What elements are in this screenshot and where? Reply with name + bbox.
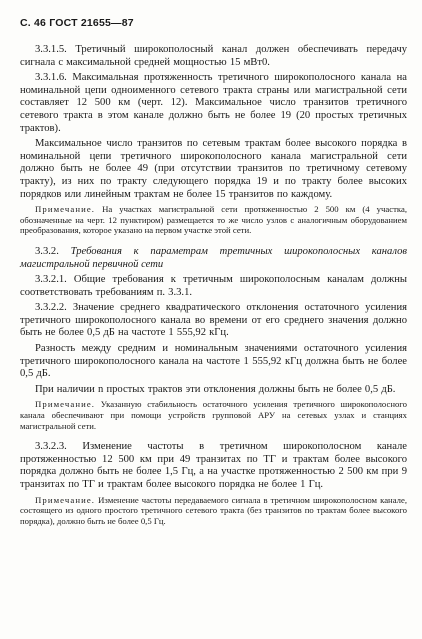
note-2-text: Указанную стабильность остаточного усиления третичного широкополосного канала обеспечивают при помощи устройств групповой АРУ на сетевых узлах и станциях магистральной сети. xyxy=(20,399,407,431)
paragraph-3-3-1-5: 3.3.1.5. Третичный широкополосный канал должен обеспечивать передачу сигнала с максимальной средней мощностью 15 мВт0. xyxy=(20,44,407,68)
note-3-text: Изменение частоты передаваемого сигнала в третичном широкополосном канале, состоящего из одного простого третичного сетевого тракта (без транзитов по трактам более высокого порядка), должно быть не более 0,5 Гц. xyxy=(20,494,408,526)
note-2 xyxy=(20,399,407,431)
document-body xyxy=(20,44,407,536)
note-1-label: Примечание. xyxy=(35,204,96,215)
paragraph-gain-difference: Разность между средним и номинальным значениями остаточного усиления третичного широкополосного канала на частоте 1 555,92 кГц должна быть не более 0,5 дБ. xyxy=(20,343,407,380)
note-3 xyxy=(20,495,407,527)
paragraph-transit-limits: Максимальное число транзитов по сетевым трактам более высокого порядка в номинальной цепи третичного широкополосного канала магистральной сети должно быть не более 49 (при отсутствии транзитов по третичному сетевому тракту), из них по тракту следующего порядка 19 и по тракту более высоких порядков или линейным трактам не более 15 транзитов по каждому. xyxy=(20,138,407,200)
paragraph-3-3-2-3: 3.3.2.3. Изменение частоты в третичном широкополосном канале протяженностью 12 500 км при 49 транзитах по ТГ и трактам более высокого порядка должно быть не более 1,5 Гц, а на участке протяженностью 2 500 км при 9 транзитах по ТГ и трактам более высокого порядка не более 1 Гц. xyxy=(20,441,407,490)
section-heading-3-3-2 xyxy=(20,246,407,271)
paragraph-3-3-2-1: 3.3.2.1. Общие требования к третичным широкополосным каналам должны соответствовать требованиям п. 3.3.1. xyxy=(20,274,407,298)
note-3-label: Примечание. xyxy=(35,494,96,505)
page-header: С. 46 ГОСТ 21655—87 xyxy=(20,17,134,29)
paragraph-3-3-2-2: 3.3.2.2. Значение среднего квадратического отклонения остаточного усиления третичного широкополосного канала во времени от его среднего значения должно быть не более 0,5 дБ на частоте 1 555,92 кГц. xyxy=(20,302,407,339)
note-1-text: На участках магистральной сети протяженностью 2 500 км (4 участка, обозначенные на черт. 12 пунктиром) размещается то же число узлов с аналогичным оборудованием преобразования, которое указано на первом участке этой сети. xyxy=(20,204,407,236)
note-1 xyxy=(20,204,407,236)
section-title: Требования к параметрам третичных широкополосных каналов магистральной первичной сети xyxy=(20,245,407,270)
section-number: 3.3.2. xyxy=(35,245,59,257)
note-2-label: Примечание. xyxy=(35,399,96,410)
paragraph-3-3-1-6: 3.3.1.6. Максимальная протяженность третичного широкополосного канала на номинальной цепи одноименного сетевого тракта страны или магистральной сети составляет 12 500 км (черт. 12). Максимальное число транзитов третичного сетевого тракта в этом канале должно быть не более 19 (20 простых третичных трактов). xyxy=(20,72,407,134)
paragraph-n-tracts: При наличии n простых трактов эти отклонения должны быть не более 0,5 дБ. xyxy=(35,383,396,395)
